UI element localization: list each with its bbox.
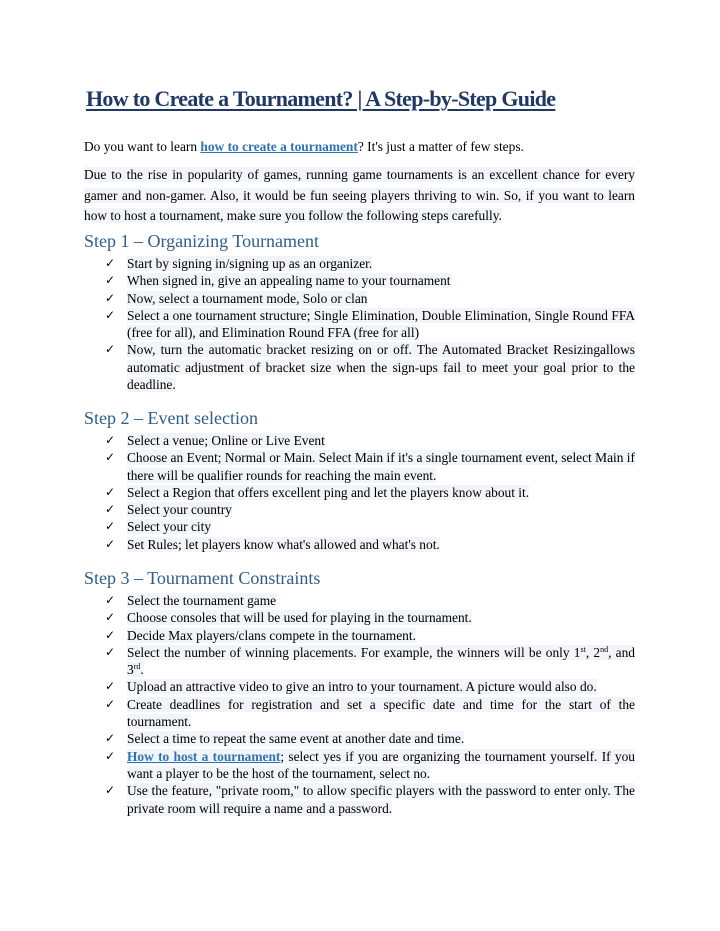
list-item: [105, 592, 635, 609]
page-title: How to Create a Tournament? | A Step-by-Step Guide: [86, 86, 556, 111]
list-item-text: Create deadlines for registration and set a specific date and time for the start of the tournament.: [127, 696, 635, 730]
list-item: [105, 536, 635, 553]
placements-text-end: .: [140, 662, 144, 678]
list-item-text: Decide Max players/clans compete in the tournament.: [127, 627, 416, 643]
step-1-list: [105, 255, 635, 393]
step-2-heading: Step 2 – Event selection: [84, 408, 258, 428]
list-item-text: Select your city: [127, 519, 212, 535]
placements-text: Select the number of winning placements. For example, the winners will be only 1: [127, 644, 581, 660]
list-item: [105, 782, 635, 817]
list-item-text: Select a time to repeat the same event at another date and time.: [127, 731, 465, 747]
check-icon: ✓: [105, 593, 116, 607]
step-3-list: [105, 592, 635, 817]
placements-text-2: , 2: [585, 644, 601, 660]
list-item: [105, 609, 635, 626]
list-item: [105, 272, 635, 289]
list-item: [105, 730, 635, 747]
create-tournament-link[interactable]: how to create a tournament: [200, 139, 358, 154]
host-text: ; select yes if you are organizing the tournament yourself. If you want a player to be the host of the tournament, select no.: [127, 748, 635, 781]
list-item-host: [105, 748, 635, 783]
list-item: [105, 307, 635, 342]
check-icon: ✓: [105, 256, 116, 270]
list-item-text: When signed in, give an appealing name to your tournament: [127, 273, 451, 289]
list-item-text: Start by signing in/signing up as an organizer.: [127, 256, 373, 271]
list-item-placements: [105, 644, 635, 679]
list-item-text: [127, 645, 635, 677]
list-item-text: Now, select a tournament mode, Solo or clan: [127, 290, 368, 306]
placement-suffix-1: st: [580, 644, 586, 654]
check-icon: ✓: [105, 644, 116, 659]
check-icon: ✓: [105, 450, 116, 465]
list-item-text: Select a Region that offers excellent ping and let the players know about it.: [127, 484, 530, 500]
list-item-text: Choose an Event; Normal or Main. Select Main if it's a single tournament event, select Main if there will be qualifier rounds for reaching the main event.: [127, 450, 635, 483]
list-item: [105, 484, 635, 501]
check-icon: ✓: [105, 696, 116, 711]
list-item: [105, 432, 635, 449]
check-icon: ✓: [105, 679, 116, 694]
step-2-list: [105, 432, 635, 553]
list-item-text: Now, turn the automatic bracket resizing on or off. The Automated Bracket Resizingallows automatic adjustment of bracket size when the sign-ups fail to meet your goal prior to the deadline.: [127, 342, 635, 393]
check-icon: ✓: [105, 610, 116, 625]
intro-paragraph: [84, 165, 635, 227]
step-1-heading: Step 1 – Organizing Tournament: [84, 231, 320, 251]
list-item-text: Select a venue; Online or Live Event: [127, 433, 325, 448]
check-icon: ✓: [105, 502, 116, 517]
list-item-text: Select your country: [127, 502, 232, 518]
list-item-text: Set Rules; let players know what's allowed and what's not.: [127, 536, 440, 552]
check-icon: ✓: [105, 484, 116, 499]
intro-text: Do you want to learn: [84, 139, 201, 154]
check-icon: ✓: [105, 783, 116, 798]
list-item: [105, 627, 635, 644]
list-item: [105, 518, 635, 535]
check-icon: ✓: [105, 273, 116, 288]
host-tournament-link[interactable]: How to host a tournament: [127, 748, 281, 764]
list-item-text: Use the feature, "private room," to allow specific players with the password to enter only. The private room will require a name and a password.: [127, 783, 635, 816]
list-item-text: [127, 749, 635, 781]
list-item: [105, 678, 635, 695]
list-item-text: Upload an attractive video to give an intro to your tournament. A picture would also do.: [127, 679, 597, 695]
check-icon: ✓: [105, 307, 116, 322]
list-item: [105, 341, 635, 393]
list-item: [105, 501, 635, 518]
list-item: [105, 290, 635, 307]
list-item: [105, 696, 635, 731]
intro-paragraph-text: Due to the rise in popularity of games, running game tournaments is an excellent chance for every gamer and non-gamer. Also, it would be fun seeing players thriving to win. So, if you want to learn how to host a tournament, make sure you follow the following steps carefully.: [84, 167, 635, 223]
check-icon: ✓: [105, 433, 116, 447]
list-item-text: Select a one tournament structure; Single Elimination, Double Elimination, Single Round FFA (free for all), and Elimination Round FFA (free for all): [127, 307, 635, 341]
list-item: [105, 255, 635, 272]
placement-suffix-2: nd: [600, 644, 609, 654]
check-icon: ✓: [105, 290, 116, 305]
check-icon: ✓: [105, 536, 116, 551]
placement-suffix-3: rd: [133, 662, 141, 672]
check-icon: ✓: [105, 627, 116, 642]
check-icon: ✓: [105, 342, 116, 357]
intro-text-end: ? It's just a matter of few steps.: [357, 139, 524, 154]
check-icon: ✓: [105, 731, 116, 746]
intro-line: [84, 138, 524, 155]
list-item-text: Choose consoles that will be used for playing in the tournament.: [127, 610, 472, 626]
check-icon: ✓: [105, 748, 116, 763]
check-icon: ✓: [105, 519, 116, 534]
step-3-heading: Step 3 – Tournament Constraints: [84, 568, 321, 588]
placements-text-3: , and 3: [127, 644, 635, 678]
list-item-text: Select the tournament game: [127, 593, 277, 608]
list-item: [105, 449, 635, 484]
